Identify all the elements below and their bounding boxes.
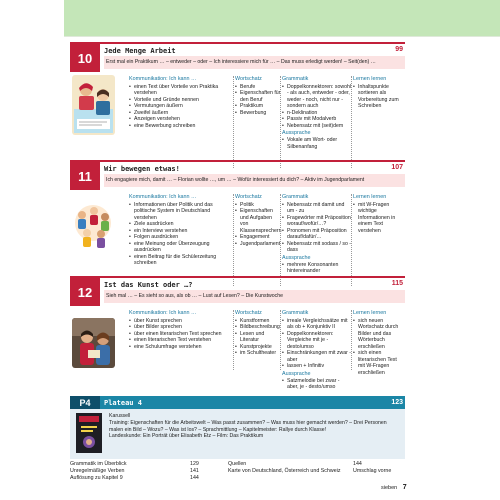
grammatik-header: Grammatik — [282, 310, 309, 316]
top-green-band — [64, 0, 500, 36]
kommunikation-column — [129, 194, 234, 267]
appendix-label: Grammatik im Überblick — [70, 461, 127, 467]
plateau-page[interactable]: 123 — [391, 399, 403, 406]
appendix-row[interactable] — [70, 475, 405, 482]
list-item: • Zweifel äußern — [129, 110, 234, 117]
list-item: • Bewerbung — [235, 110, 281, 117]
chapter-header — [70, 160, 405, 190]
lernen-column — [353, 194, 405, 234]
kommunikation-header: Kommunikation: Ich kann … — [129, 310, 197, 316]
plateau-4 — [70, 396, 405, 459]
kommunikation-column — [129, 310, 234, 350]
chapter-subtitle: Ich engagiere mich, damit … – Florian wollte …, um … – Wofür interessiert du dich? – Aktiv im Jugendparlament — [104, 174, 405, 187]
list-item: • Vermutungen äußern — [129, 103, 234, 110]
plateau-header — [70, 396, 405, 409]
lernen-header: Lernen lernen — [353, 310, 387, 316]
grammatik-column — [282, 194, 352, 275]
appendix-label: Unregelmäßige Verben — [70, 468, 125, 474]
list-item: • Inhaltspunkte sortieren als Vorbereitung zum Schreiben — [353, 84, 405, 110]
appendix-label: Karte von Deutschland, Österreich und Schweiz — [228, 468, 341, 474]
column-divider — [233, 76, 234, 168]
list-item: • Berufe — [235, 84, 281, 91]
chapter-body — [70, 72, 405, 174]
column-divider — [280, 194, 281, 286]
chapter-11 — [70, 160, 405, 292]
list-item: • Eigenschaften für den Beruf — [235, 90, 281, 103]
chapter-page[interactable]: 99 — [395, 46, 403, 53]
appendix-label: Quellen — [228, 461, 247, 467]
page-number-word: sieben — [381, 485, 398, 491]
grammatik-header: Grammatik — [282, 76, 309, 82]
list-item: • einen literarischen Text verstehen — [129, 337, 234, 344]
list-item: • Folgen ausdrücken — [129, 234, 234, 241]
list-item: • über Kunst sprechen — [129, 318, 234, 325]
list-item: • über einen literarischen Text sprechen — [129, 331, 234, 338]
list-item: • Informationen über Politik und das politische System in Deutschland verstehen — [129, 202, 234, 222]
column-divider — [280, 76, 281, 168]
aussprache-header: Aussprache — [282, 370, 311, 377]
wortschatz-column — [235, 310, 281, 357]
aussprache-header: Aussprache — [282, 254, 311, 261]
aussprache-header: Aussprache — [282, 130, 311, 137]
list-item: • eine Bewerbung schreiben — [129, 123, 234, 130]
appendix-page: 144 — [353, 461, 362, 467]
chapter-page[interactable]: 107 — [391, 164, 403, 171]
grammatik-column — [282, 310, 352, 391]
chapter-12 — [70, 276, 405, 390]
lernen-column — [353, 76, 405, 110]
appendix-page: 129 — [190, 461, 199, 467]
list-item: • Kunstformen — [235, 318, 281, 325]
plateau-line: Training: Eigenschaften für die Arbeitswelt – Was passt zusammen? – Was muss hier gemacht werden? – Drei Personen malen ein Bild – Wozu? – Was ist los? – Sprachmittlung – Kapitelmeister: Rallye durch Klasse! — [109, 419, 387, 433]
chapter-header — [70, 42, 405, 72]
list-item: • Bildbeschreibung — [235, 324, 281, 331]
list-item: • Eigenschaften und Aufgaben von Klassensprechern — [235, 208, 281, 234]
list-item: • Vokale am Wort- oder Silbenanfang — [282, 137, 352, 150]
appendix-label: Auflösung zu Kapitel 9 — [70, 475, 123, 481]
list-item: • Einschränkungen mit zwar - aber — [282, 350, 352, 363]
page-number — [381, 484, 407, 491]
chapter-number: 12 — [70, 278, 100, 306]
list-item: • Nebensatz mit sodass / so - dass — [282, 241, 352, 254]
plateau-title: Plateau 4 — [104, 399, 142, 407]
chapter-page[interactable]: 115 — [391, 280, 403, 287]
list-item: • eine Schulumfrage verstehen — [129, 344, 234, 351]
wortschatz-header: Wortschatz — [235, 76, 262, 82]
wortschatz-column — [235, 76, 281, 116]
appendix-row[interactable] — [70, 468, 405, 475]
chapter-subtitle: Sieh mal … – Es sieht so aus, als ob … – Lust auf Lesen? – Die Kunstwoche — [104, 290, 405, 303]
list-item: • Pronomen mit Präposition darauf/dafür/… — [282, 228, 352, 241]
lernen-column — [353, 310, 405, 376]
grammatik-header: Grammatik — [282, 194, 309, 200]
plateau-body — [70, 409, 405, 459]
list-item: • Lesen und Literatur — [235, 331, 281, 344]
chapter-number: 10 — [70, 44, 100, 72]
list-item: • einen Beitrag für die Schülerzeitung schreiben — [129, 254, 234, 267]
list-item: • Passiv mit Modalverb — [282, 116, 352, 123]
list-item: • lassen + Infinitiv — [282, 363, 352, 370]
list-item: • Anzeigen verstehen — [129, 116, 234, 123]
chapter-header — [70, 276, 405, 306]
grammatik-column — [282, 76, 352, 150]
list-item: • mit W-Fragen wichtige Informationen in einem Text verstehen — [353, 202, 405, 235]
list-item: • mehrere Konsonanten hintereinander — [282, 262, 352, 275]
list-item: • Nebensatz mit (seit)dem — [282, 123, 352, 130]
column-divider — [233, 310, 234, 370]
list-item: • Doppelkonnektoren: sowohl - als auch, entweder - oder, weder - noch, nicht nur - sondern auch — [282, 84, 352, 110]
chapter-body — [70, 306, 405, 390]
plateau-line: Karussell — [109, 413, 131, 419]
chapter-illustration — [72, 75, 115, 135]
list-item: • irreale Vergleichssätze mit als ob + Konjunktiv II — [282, 318, 352, 331]
column-divider — [233, 194, 234, 286]
appendix-page: 141 — [190, 468, 199, 474]
wortschatz-header: Wortschatz — [235, 310, 262, 316]
kommunikation-header: Kommunikation: Ich kann … — [129, 76, 197, 82]
chapter-10 — [70, 42, 405, 174]
list-item: • Doppelkonnektoren: Vergleiche mit je - desto/umso — [282, 331, 352, 351]
column-divider — [280, 310, 281, 370]
chapter-photo — [72, 318, 115, 368]
list-item: • Vorteile und Gründe nennen — [129, 97, 234, 104]
list-item: • sich einen literarischen Text mit W-Fragen erschließen — [353, 350, 405, 376]
page-number-digit: 7 — [402, 484, 407, 491]
list-item: • im Schultheater — [235, 350, 281, 357]
book-cover-image — [76, 413, 102, 453]
list-item: • ein Interview verstehen — [129, 228, 234, 235]
chapter-title: Wir bewegen etwas! — [104, 165, 180, 173]
column-divider — [351, 194, 352, 286]
plateau-text — [109, 413, 401, 440]
list-item: • Engagement — [235, 234, 281, 241]
appendix-page: 144 — [190, 475, 199, 481]
list-item: • Satzmelodie bei zwar - aber, je - desto/umso — [282, 378, 352, 391]
list-item: • Kunstprojekte — [235, 344, 281, 351]
list-item: • n-Deklination — [282, 110, 352, 117]
lernen-header: Lernen lernen — [353, 76, 387, 82]
column-divider — [351, 76, 352, 168]
chapter-number: 11 — [70, 162, 100, 190]
column-divider — [351, 310, 352, 370]
list-item: • einen Text über Vorteile von Praktika verstehen — [129, 84, 234, 97]
divider — [64, 36, 500, 37]
list-item: • Praktikum — [235, 103, 281, 110]
lernen-header: Lernen lernen — [353, 194, 387, 200]
list-item: • sich neuen Wortschatz durch Bilder und das Wörterbuch erschließen — [353, 318, 405, 351]
plateau-line: Landeskunde: Ein Porträt über Elisabeth Etz – Film: Das Praktikum — [109, 433, 264, 440]
chapter-title: Jede Menge Arbeit — [104, 47, 176, 55]
wortschatz-header: Wortschatz — [235, 194, 262, 200]
appendix-row[interactable] — [70, 461, 405, 468]
plateau-tag: P4 — [70, 396, 100, 409]
appendix-list — [70, 461, 405, 482]
list-item: • eine Meinung oder Überzeugung ausdrücken — [129, 241, 234, 254]
list-item: • über Bilder sprechen — [129, 324, 234, 331]
kommunikation-header: Kommunikation: Ich kann … — [129, 194, 197, 200]
chapter-title: Ist das Kunst oder …? — [104, 281, 193, 289]
chapter-illustration — [72, 193, 115, 253]
chapter-subtitle: Erst mal ein Praktikum … – entweder – oder – Ich interessiere mich für … – Das muss erledigt werden! – Seit(den) … — [104, 56, 405, 69]
wortschatz-column — [235, 194, 281, 247]
list-item: • Ziele ausdrücken — [129, 221, 234, 228]
list-item: • Politik — [235, 202, 281, 209]
list-item: • Fragewörter mit Präposition worauf/wofür/…? — [282, 215, 352, 228]
kommunikation-column — [129, 76, 234, 129]
appendix-page: Umschlag vorne — [353, 468, 392, 474]
list-item: • Nebensatz mit damit und um - zu — [282, 202, 352, 215]
list-item: • Jugendparlament — [235, 241, 281, 248]
